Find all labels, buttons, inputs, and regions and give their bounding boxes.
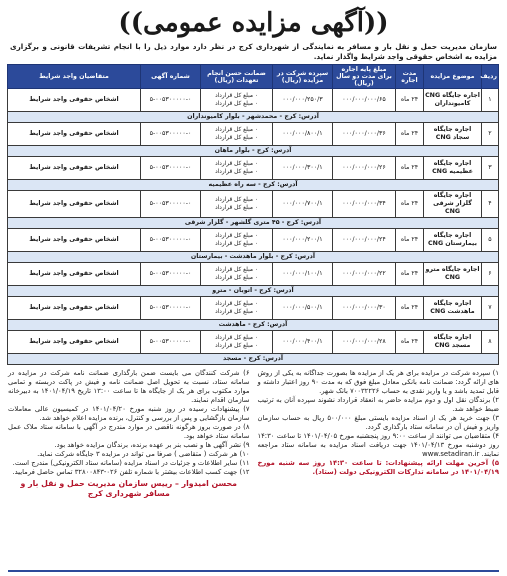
row-notice-number: ۵-۰۰۵۳۰۰۰۰۰-۰ bbox=[141, 191, 201, 218]
row-base-price: ۰۰۰/۰۰۰/۰۰۰/۲۸ bbox=[333, 331, 396, 354]
row-term: ۲۴ ماه bbox=[396, 89, 424, 112]
row-subject: اجاره جایگاه عظیمیه CNG bbox=[424, 157, 482, 180]
auction-table bbox=[7, 64, 499, 365]
signature-line: محسن امیدوار – رییس سازمان مدیریت حمل و نقل بار و مسافر شهرداری کرج bbox=[20, 479, 237, 498]
row-address: آدرس: کرج - ماهدشت bbox=[8, 320, 499, 331]
table-row bbox=[8, 157, 499, 180]
guarantee-line: ۰ مبلغ کل قرارداد bbox=[215, 101, 258, 107]
row-eligible: اشخاص حقوقی واجد شرایط bbox=[8, 191, 141, 218]
guarantee-line: ۰ مبلغ کل قرارداد bbox=[215, 197, 258, 203]
row-guarantee bbox=[201, 263, 273, 286]
row-notice-number: ۵-۰۰۵۳۰۰۰۰۰-۰ bbox=[141, 89, 201, 112]
guarantee-line: ۰ مبلغ کل قرارداد bbox=[215, 169, 258, 175]
row-base-price: ۰۰۰/۰۰۰/۰۰۰/۳۴ bbox=[333, 191, 396, 218]
address-row bbox=[8, 354, 499, 365]
row-notice-number: ۵-۰۰۵۳۰۰۰۰۰-۰ bbox=[141, 229, 201, 252]
row-term: ۲۴ ماه bbox=[396, 157, 424, 180]
row-guarantee bbox=[201, 331, 273, 354]
guarantee-line: ۰ مبلغ کل قرارداد bbox=[215, 93, 258, 99]
header-subject: موضوع مزایده bbox=[424, 65, 482, 89]
notes-left-items bbox=[8, 369, 250, 477]
row-term: ۲۴ ماه bbox=[396, 331, 424, 354]
row-address: آدرس: کرج - بلوار ماهدشت - بیمارستان bbox=[8, 252, 499, 263]
row-term: ۲۴ ماه bbox=[396, 263, 424, 286]
row-deposit: ۰۰۰/۰۰۰/۸۰۰/۱ bbox=[273, 123, 333, 146]
address-row bbox=[8, 320, 499, 331]
address-row bbox=[8, 218, 499, 229]
address-row bbox=[8, 112, 499, 123]
header-notice-number: شماره آگهی bbox=[141, 65, 201, 89]
note-item: ۶) شرکت کنندگان می بایست ضمن بارگذاری ضمانت نامه شرکت در مزایده در سامانه ستاد، نسبت به تحویل اصل ضمانت نامه و فیش در پاکت دربسته و تمامی موارد مکتوب برای هر یک از جایگاه ها تا ساعت ۱۳:۰۰ تاریخ ۱۴۰۱/۰۴/۱۹ به دبیرخانه سازمان اقدام نمایند. bbox=[8, 369, 250, 404]
row-guarantee bbox=[201, 229, 273, 252]
row-subject: اجاره جایگاه CNG کامیونداران bbox=[424, 89, 482, 112]
bottom-rule bbox=[8, 570, 499, 572]
row-base-price: ۰۰۰/۰۰۰/۰۰۰/۲۴ bbox=[333, 229, 396, 252]
address-row bbox=[8, 180, 499, 191]
guarantee-line: ۰ مبلغ کل قرارداد bbox=[215, 343, 258, 349]
note-item: ۳) جهت خرید هر یک از اسناد مزایده بایستی مبلغ ۵۰۰/۰۰۰ ریال به حساب سازمان واریز و فیش آن در سامانه ستاد بارگذاری گردد. bbox=[257, 414, 499, 431]
guarantee-line: ۰ مبلغ کل قرارداد bbox=[215, 135, 258, 141]
notes-section bbox=[8, 369, 499, 499]
row-eligible: اشخاص حقوقی واجد شرایط bbox=[8, 123, 141, 146]
row-deposit: ۰۰۰/۰۰۰/۵۰۰/۱ bbox=[273, 297, 333, 320]
header-deposit: سپرده شرکت در مزایده (ریال) bbox=[273, 65, 333, 89]
row-number: ۸ bbox=[482, 331, 499, 354]
header-guarantee: ضمانت حسن انجام تعهدات (ریال) bbox=[201, 65, 273, 89]
row-number: ۷ bbox=[482, 297, 499, 320]
guarantee-line: ۰ مبلغ کل قرارداد bbox=[215, 233, 258, 239]
table-row bbox=[8, 89, 499, 112]
table-row bbox=[8, 229, 499, 252]
note-item: ۱۲) جهت کسب اطلاعات بیشتر با شماره تلفن ۰۲۶-۳۲۸۰۰۸۴۳ تماس حاصل فرمایید. bbox=[12, 468, 250, 476]
note-item: ۱) سپرده شرکت در مزایده برای هر یک از مزایده ها بصورت جداگانه به یکی از روش های ارائه گردد: ضمانت نامه بانکی معادل مبلغ فوق که به مدت ۹۰ روز اعتبار داشته و قابل تمدید باشد و یا واریز نقدی به حساب ۷۰۰۳۲۲۲۶ بانک شهر. bbox=[257, 369, 499, 395]
note-item: ۹) نشر آگهی ها و نصب بنر بر عهده برنده، برندگان مزایده خواهد بود. bbox=[54, 441, 250, 449]
row-subject: اجاره جایگاه گلزار شرقی CNG bbox=[424, 191, 482, 218]
guarantee-line: ۰ مبلغ کل قرارداد bbox=[215, 241, 258, 247]
guarantee-line: ۰ مبلغ کل قرارداد bbox=[215, 127, 258, 133]
address-row bbox=[8, 252, 499, 263]
note-item: ۲) برندگان نقل اول و دوم مزایده حاضر به انعقاد قرارداد نشوند سپرده آنان به ترتیب ضبط خواهد شد. bbox=[257, 396, 499, 413]
table-row bbox=[8, 297, 499, 320]
row-subject: اجاره جایگاه ماهدشت CNG bbox=[424, 297, 482, 320]
row-number: ۱ bbox=[482, 89, 499, 112]
row-address: آدرس: کرج - اتوبان - مترو bbox=[8, 286, 499, 297]
row-subject: اجاره جایگاه بیمارستان CNG bbox=[424, 229, 482, 252]
row-term: ۲۴ ماه bbox=[396, 229, 424, 252]
row-guarantee bbox=[201, 157, 273, 180]
row-guarantee bbox=[201, 297, 273, 320]
row-notice-number: ۵-۰۰۵۳۰۰۰۰۰-۰ bbox=[141, 263, 201, 286]
row-subject: اجاره جایگاه مترو CNG bbox=[424, 263, 482, 286]
row-number: ۴ bbox=[482, 191, 499, 218]
row-guarantee bbox=[201, 191, 273, 218]
table-row bbox=[8, 331, 499, 354]
row-base-price: ۰۰۰/۰۰۰/۰۰۰/۲۶ bbox=[333, 157, 396, 180]
row-deposit: ۰۰۰/۰۰۰/۷۰۰/۱ bbox=[273, 191, 333, 218]
table-row bbox=[8, 263, 499, 286]
guarantee-line: ۰ مبلغ کل قرارداد bbox=[215, 301, 258, 307]
table-row bbox=[8, 123, 499, 146]
guarantee-line: ۰ مبلغ کل قرارداد bbox=[215, 161, 258, 167]
row-deposit: ۰۰۰/۰۰۰/۱۰۰/۱ bbox=[273, 263, 333, 286]
row-term: ۲۴ ماه bbox=[396, 123, 424, 146]
row-number: ۶ bbox=[482, 263, 499, 286]
guarantee-line: ۰ مبلغ کل قرارداد bbox=[215, 267, 258, 273]
row-deposit: ۰۰۰/۰۰۰/۲۵۰/۳ bbox=[273, 89, 333, 112]
row-guarantee bbox=[201, 123, 273, 146]
guarantee-line: ۰ مبلغ کل قرارداد bbox=[215, 205, 258, 211]
row-base-price: ۰۰۰/۰۰۰/۰۰۰/۲۲ bbox=[333, 263, 396, 286]
guarantee-line: ۰ مبلغ کل قرارداد bbox=[215, 335, 258, 341]
note-item: ۱۰) هر شرکت ( متقاضی ) صرفا می تواند در مزایده ۳ جایگاه شرکت نماید. bbox=[37, 450, 250, 458]
auction-table-body bbox=[8, 89, 499, 365]
notes-column-right bbox=[258, 369, 500, 499]
row-notice-number: ۵-۰۰۵۳۰۰۰۰۰-۰ bbox=[141, 331, 201, 354]
note-item: ۸) در صورت بروز هرگونه ناقضی در موارد مندرج در آگهی با سامانه ستاد ملاک عمل سامانه ستاد خواهد بود. bbox=[8, 423, 250, 440]
row-eligible: اشخاص حقوقی واجد شرایط bbox=[8, 89, 141, 112]
row-eligible: اشخاص حقوقی واجد شرایط bbox=[8, 263, 141, 286]
address-row bbox=[8, 146, 499, 157]
guarantee-line: ۰ مبلغ کل قرارداد bbox=[215, 309, 258, 315]
row-notice-number: ۵-۰۰۵۳۰۰۰۰۰-۰ bbox=[141, 123, 201, 146]
row-deposit: ۰۰۰/۰۰۰/۴۰۰/۱ bbox=[273, 331, 333, 354]
row-term: ۲۴ ماه bbox=[396, 191, 424, 218]
guarantee-line: ۰ مبلغ کل قرارداد bbox=[215, 275, 258, 281]
row-eligible: اشخاص حقوقی واجد شرایط bbox=[8, 157, 141, 180]
row-number: ۲ bbox=[482, 123, 499, 146]
row-notice-number: ۵-۰۰۵۳۰۰۰۰۰-۰ bbox=[141, 297, 201, 320]
row-base-price: ۰۰۰/۰۰۰/۰۰۰/۳۶ bbox=[333, 123, 396, 146]
row-notice-number: ۵-۰۰۵۳۰۰۰۰۰-۰ bbox=[141, 157, 201, 180]
intro-text: سازمان مدیریت حمل و نقل بار و مسافر به نمایندگی از شهرداری کرج در نظر دارد موارد ذیل را با انجام تشریفات قانونی و برگزاری مزایده به اشخاص حقوقی واجد شرایط واگذار نماید. bbox=[10, 42, 497, 61]
notice-title: ((آگهی مزایده عمومی)) bbox=[118, 8, 389, 38]
row-subject: اجاره جایگاه مسجد CNG bbox=[424, 331, 482, 354]
row-base-price: ۰۰۰/۰۰۰/۰۰۰/۳۰ bbox=[333, 297, 396, 320]
header-term: مدت اجاره bbox=[396, 65, 424, 89]
note-item: ۵) آخرین مهلت ارائه پیشنهادات: تا ساعت ۱۴:۳۰ روز سه شنبه مورخ ۱۴۰۱/۰۴/۱۹ در سامانه تدارکات الکترونیکی دولت (ستاد). bbox=[257, 459, 499, 476]
note-item: ۴) متقاضیان می توانند از ساعت ۹:۰۰ روز پنجشنبه مورخ ۱۴۰۱/۰۴/۰۵ تا ساعت ۱۴:۳۰ روز دوشنبه مورخ ۱۴۰۱/۰۴/۱۳ جهت دریافت اسناد مزایده به سامانه ستاد مراجعه نمایند. www.setadiran.ir bbox=[257, 432, 499, 458]
table-header-row bbox=[8, 65, 499, 89]
row-address: آدرس: کرج - بلوار ماهان bbox=[8, 146, 499, 157]
row-guarantee bbox=[201, 89, 273, 112]
row-number: ۵ bbox=[482, 229, 499, 252]
row-address: آدرس: کرج - سه راه عظیمیه bbox=[8, 180, 499, 191]
header-row-num: ردیف bbox=[482, 65, 499, 89]
row-number: ۳ bbox=[482, 157, 499, 180]
notes-column-left bbox=[8, 369, 250, 499]
row-term: ۲۴ ماه bbox=[396, 297, 424, 320]
row-eligible: اشخاص حقوقی واجد شرایط bbox=[8, 297, 141, 320]
row-eligible: اشخاص حقوقی واجد شرایط bbox=[8, 229, 141, 252]
table-row bbox=[8, 191, 499, 218]
row-subject: اجاره جایگاه سجاد CNG bbox=[424, 123, 482, 146]
row-address: آدرس: کرج - محمدشهر - بلوار کامیونداران bbox=[8, 112, 499, 123]
note-item: ۷) پیشنهادات رسیده در روز شنبه مورخ ۱۴۰۱/۰۴/۲۰ در کمیسیون عالی معاملات سازمان بازگشایی و پس از بررسی و کنترل، برنده مزایده اعلام خواهد شد. bbox=[8, 405, 250, 422]
header-eligible: متقاضیان واجد شرایط bbox=[8, 65, 141, 89]
row-address: آدرس: کرج - مسجد bbox=[8, 354, 499, 365]
row-deposit: ۰۰۰/۰۰۰/۳۰۰/۱ bbox=[273, 157, 333, 180]
row-address: آدرس: کرج - ۴۵ متری گلشهر - گلزار شرقی bbox=[8, 218, 499, 229]
address-row bbox=[8, 286, 499, 297]
row-deposit: ۰۰۰/۰۰۰/۲۰۰/۱ bbox=[273, 229, 333, 252]
row-eligible: اشخاص حقوقی واجد شرایط bbox=[8, 331, 141, 354]
row-base-price: ۰۰۰/۰۰۰/۰۰۰/۶۵ bbox=[333, 89, 396, 112]
note-item: ۱۱) سایر اطلاعات و جزئیات در اسناد مزایده (سامانه ستاد الکترونیکی) مندرج است. bbox=[12, 459, 250, 467]
header-base-price: مبلغ پایه اجاره برای مدت دو سال (ریال) bbox=[333, 65, 396, 89]
